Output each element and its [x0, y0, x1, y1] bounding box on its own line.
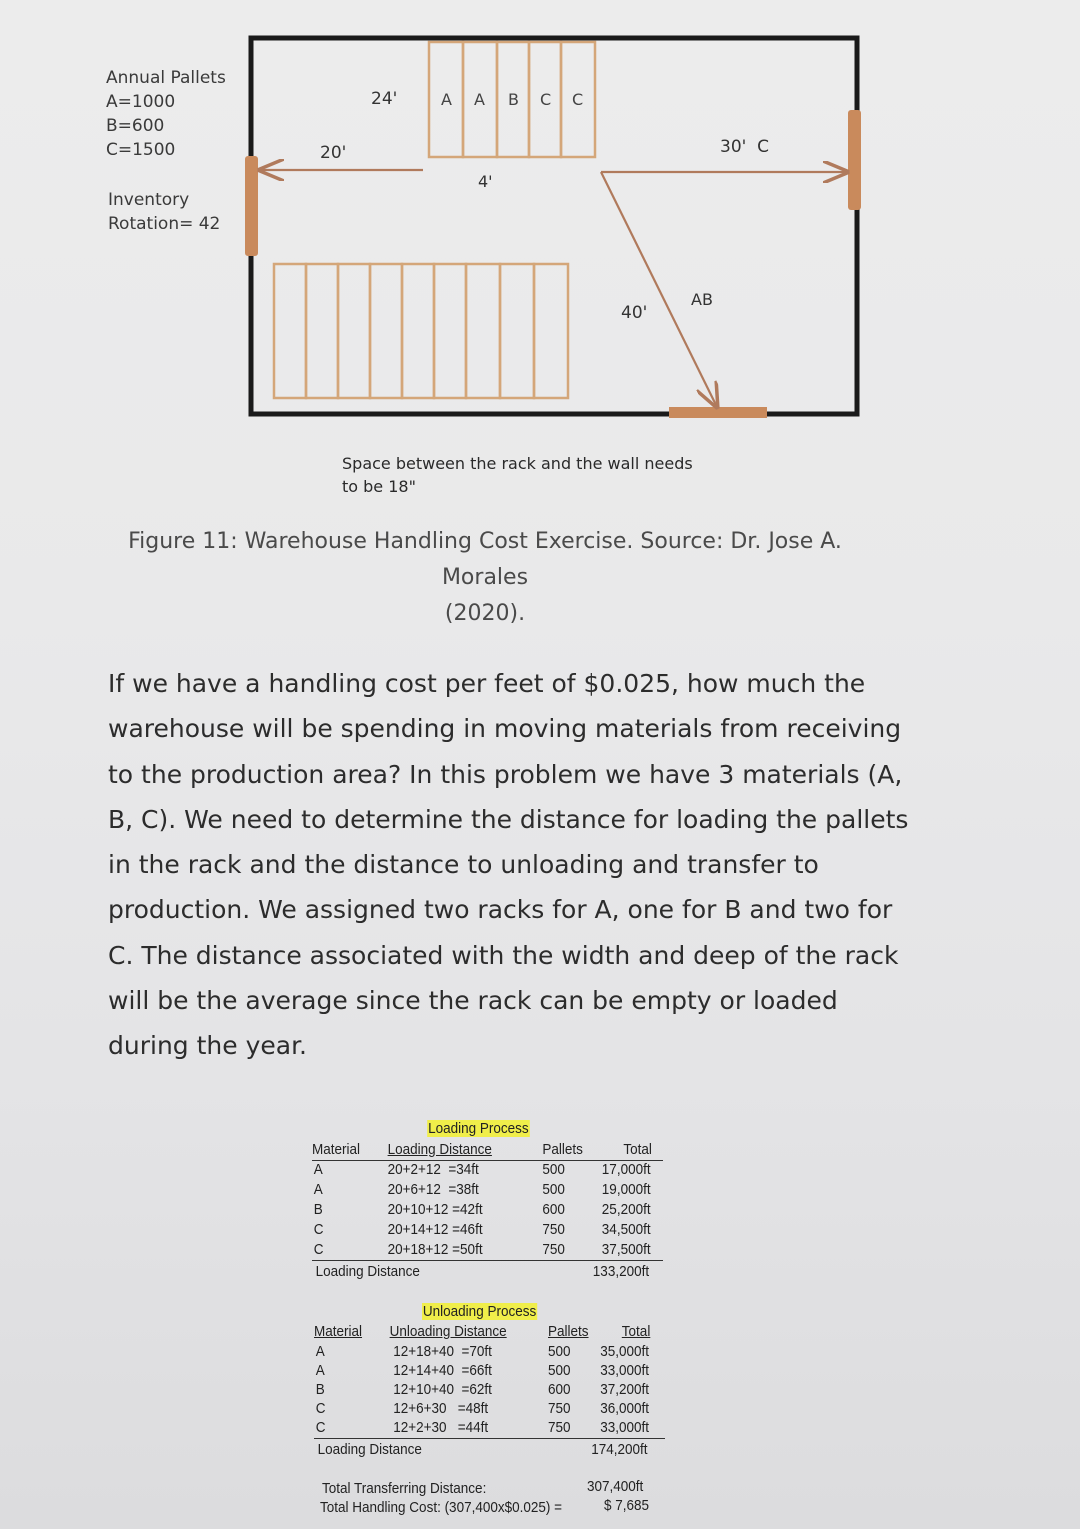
paragraph-line: to the production area? In this problem we have 3 materials (A,	[108, 759, 903, 789]
unloading-footer-row	[314, 1441, 665, 1461]
annual-pallets-title: Annual Pallets	[106, 68, 226, 88]
paragraph-line: in the rack and the distance to unloading and transfer to	[108, 850, 819, 880]
header-distance: Unloading Distance	[389, 1323, 507, 1340]
dim-4: 4'	[478, 172, 493, 191]
footer-label: Loading Distance	[315, 1263, 420, 1280]
row-total: 19,000ft	[601, 1181, 651, 1198]
loading-title: Loading Process	[428, 1120, 529, 1137]
row-pallets: 500	[542, 1161, 565, 1178]
dim-24: 24'	[371, 89, 398, 109]
row-pallets: 600	[548, 1381, 571, 1398]
table-row	[314, 1343, 665, 1363]
table-row	[312, 1201, 663, 1221]
row-material: A	[315, 1343, 325, 1360]
row-material: B	[313, 1201, 323, 1218]
annual-pallets-c: C=1500	[106, 140, 176, 160]
figure-caption	[85, 524, 885, 632]
loading-table	[312, 1120, 663, 1290]
total-cost-label: Total Handling Cost: (307,400x$0.025) =	[320, 1499, 563, 1516]
row-pallets: 500	[548, 1343, 571, 1360]
table-row	[312, 1161, 663, 1181]
dim-40: 40'	[621, 303, 648, 323]
header-total: Total	[621, 1323, 651, 1340]
row-total: 36,000ft	[600, 1400, 649, 1417]
table-row	[314, 1381, 665, 1401]
row-total: 35,000ft	[600, 1343, 649, 1360]
rack-label: C	[572, 90, 584, 109]
row-pallets: 600	[542, 1201, 565, 1218]
row-material: A	[313, 1161, 323, 1178]
row-pallets: 500	[548, 1362, 571, 1379]
footer-label: Loading Distance	[317, 1441, 422, 1458]
right-door	[848, 110, 861, 210]
paragraph-line: B, C). We need to determine the distance for loading the pallets	[108, 804, 909, 834]
dim-20: 20'	[320, 143, 347, 163]
row-distance: 12+2+30 =44ft	[393, 1419, 489, 1436]
paragraph-line: C. The distance associated with the width and deep of the rack	[108, 940, 899, 970]
header-material: Material	[314, 1323, 363, 1340]
inventory-rotation-note	[108, 188, 220, 236]
row-distance: 12+6+30 =48ft	[393, 1400, 489, 1417]
figure-caption-line1: Figure 11: Warehouse Handling Cost Exercise. Source: Dr. Jose A. Morales	[128, 529, 842, 590]
row-distance: 20+18+12 =50ft	[387, 1241, 483, 1258]
row-distance: 12+18+40 =70ft	[393, 1343, 492, 1360]
row-distance: 20+14+12 =46ft	[387, 1221, 483, 1238]
table-row	[314, 1400, 665, 1420]
row-total: 17,000ft	[601, 1161, 651, 1178]
paragraph-line: will be the average since the rack can be empty or loaded	[108, 986, 838, 1016]
left-door	[245, 156, 258, 256]
total-cost-value: $ 7,685	[604, 1497, 650, 1514]
rack-wall-note	[342, 452, 693, 498]
row-pallets: 750	[542, 1221, 565, 1238]
header-material: Material	[312, 1141, 361, 1158]
row-material: C	[313, 1241, 324, 1258]
footer-total: 133,200ft	[592, 1263, 650, 1280]
total-transfer-value: 307,400ft	[587, 1478, 644, 1495]
loading-header-row	[312, 1141, 663, 1161]
label-ab: AB	[691, 290, 713, 309]
row-pallets: 750	[548, 1400, 571, 1417]
annual-pallets-b: B=600	[106, 116, 165, 136]
row-material: A	[313, 1181, 323, 1198]
problem-paragraph	[108, 661, 909, 1069]
warehouse-walls	[251, 38, 857, 414]
row-pallets: 750	[542, 1241, 565, 1258]
row-total: 33,000ft	[600, 1419, 649, 1436]
footer-total: 174,200ft	[591, 1441, 648, 1458]
unloading-table	[314, 1303, 665, 1473]
row-material: C	[315, 1400, 326, 1417]
rack-label: A	[474, 90, 485, 109]
rack-label: B	[508, 90, 519, 109]
header-pallets: Pallets	[548, 1323, 589, 1340]
rack-wall-note-line2: to be 18"	[342, 477, 416, 496]
bottom-racks	[274, 264, 568, 398]
rack-wall-note-line1: Space between the rack and the wall needs	[342, 454, 693, 473]
total-transfer-label: Total Transferring Distance:	[322, 1480, 487, 1497]
unloading-header-row	[314, 1323, 665, 1343]
table-row	[314, 1362, 665, 1382]
row-distance: 12+14+40 =66ft	[393, 1362, 492, 1379]
annual-pallets-a: A=1000	[106, 92, 176, 112]
header-pallets: Pallets	[542, 1141, 583, 1158]
row-distance: 12+10+40 =62ft	[393, 1381, 492, 1398]
rotation-label: Rotation= 42	[108, 214, 221, 234]
inventory-label: Inventory	[108, 190, 190, 210]
row-total: 37,500ft	[601, 1241, 651, 1258]
paragraph-line: If we have a handling cost per feet of $0.025, how much the	[108, 669, 866, 698]
row-pallets: 750	[548, 1419, 571, 1436]
row-material: C	[315, 1419, 326, 1436]
annual-pallets-notes	[106, 66, 226, 162]
row-distance: 20+6+12 =38ft	[387, 1181, 479, 1198]
row-total: 34,500ft	[601, 1221, 651, 1238]
table-row	[312, 1241, 663, 1261]
row-total: 33,000ft	[600, 1362, 649, 1379]
diagonal-arrow	[601, 172, 716, 405]
row-material: A	[315, 1362, 325, 1379]
row-total: 25,200ft	[601, 1201, 651, 1218]
row-distance: 20+2+12 =34ft	[387, 1161, 479, 1178]
loading-footer-row	[312, 1263, 663, 1283]
row-material: C	[313, 1221, 324, 1238]
table-row	[312, 1221, 663, 1241]
header-total: Total	[623, 1141, 652, 1158]
paragraph-line: warehouse will be spending in moving materials from receiving	[108, 714, 902, 744]
header-distance: Loading Distance	[387, 1141, 492, 1158]
figure-caption-line2: (2020).	[444, 601, 526, 626]
row-pallets: 500	[542, 1181, 565, 1198]
row-total: 37,200ft	[600, 1381, 649, 1398]
rack-label: A	[441, 90, 452, 109]
bottom-dock	[669, 407, 767, 418]
row-distance: 20+10+12 =42ft	[387, 1201, 483, 1218]
row-material: B	[315, 1381, 325, 1398]
paragraph-line: during the year.	[108, 1031, 307, 1061]
table-row	[314, 1419, 665, 1439]
paragraph-line: production. We assigned two racks for A, one for B and two for	[108, 895, 893, 925]
rack-label: C	[540, 90, 552, 109]
dim-30-c: 30' C	[720, 137, 769, 157]
unloading-title: Unloading Process	[422, 1303, 537, 1320]
table-row	[312, 1181, 663, 1201]
